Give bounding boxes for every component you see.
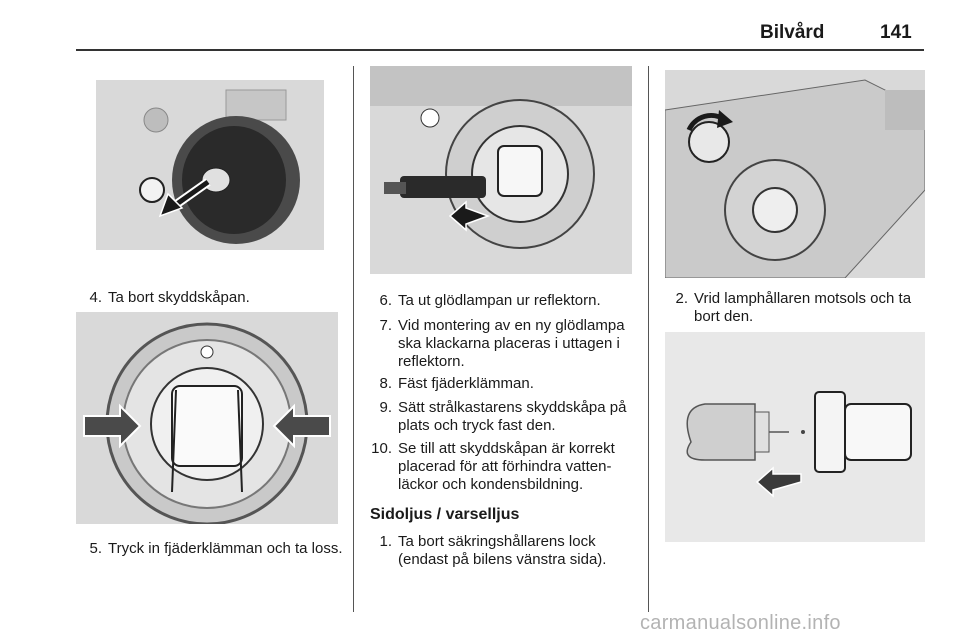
figure-remove-cap bbox=[96, 80, 324, 250]
step-number: 4. bbox=[89, 289, 102, 306]
step-text: Fäst fjäderklämman. bbox=[398, 375, 534, 392]
watermark: carmanualsonline.info bbox=[640, 612, 841, 634]
step-number: 7. bbox=[379, 317, 392, 334]
step-number: 1. bbox=[379, 533, 392, 550]
step-text: Sätt strålkastarens skyddskåpa på plats och tryck fast den. bbox=[398, 399, 627, 434]
page-number: 141 bbox=[880, 22, 912, 43]
step-text: Ta ut glödlampan ur reflektorn. bbox=[398, 292, 601, 309]
figure-holder-bulb bbox=[665, 332, 925, 542]
figure-spring-clip bbox=[76, 312, 338, 524]
step-number: 6. bbox=[379, 292, 392, 309]
illustration-holder-bulb bbox=[665, 332, 925, 542]
column-divider-right bbox=[648, 66, 649, 612]
header-rule bbox=[76, 49, 924, 51]
step-number: 2. bbox=[675, 290, 688, 307]
step-text: Vid montering av en ny glödlampa ska klackarna placeras i uttagen i reflektorn. bbox=[398, 317, 625, 370]
step-text: Se till att skyddskåpan är korrekt placerad för att förhindra vatten- läckor och kondensbildning. bbox=[398, 440, 615, 493]
step-text: Tryck in fjäderklämman och ta loss. bbox=[108, 540, 343, 557]
step-number: 5. bbox=[89, 540, 102, 557]
illustration-spring-clip bbox=[76, 312, 338, 524]
column-divider-left bbox=[353, 66, 354, 612]
step-number: 10. bbox=[371, 440, 392, 457]
step-number: 9. bbox=[379, 399, 392, 416]
figure-bulb-removal bbox=[370, 66, 632, 274]
illustration-rotate-holder bbox=[665, 70, 925, 278]
figure-rotate-holder bbox=[665, 70, 925, 278]
step-text: Ta bort säkringshållarens lock (endast på bilens vänstra sida). bbox=[398, 533, 607, 568]
step-text: Ta bort skyddskåpan. bbox=[108, 289, 250, 306]
running-header-title: Bilvård bbox=[760, 22, 825, 43]
step-number: 8. bbox=[379, 375, 392, 392]
illustration-bulb-removal bbox=[370, 66, 632, 274]
illustration-headlamp-cap bbox=[96, 80, 324, 250]
section-heading: Sidoljus / varselljus bbox=[370, 506, 520, 523]
step-text: Vrid lamphållaren motsols och ta bort den. bbox=[694, 290, 912, 325]
